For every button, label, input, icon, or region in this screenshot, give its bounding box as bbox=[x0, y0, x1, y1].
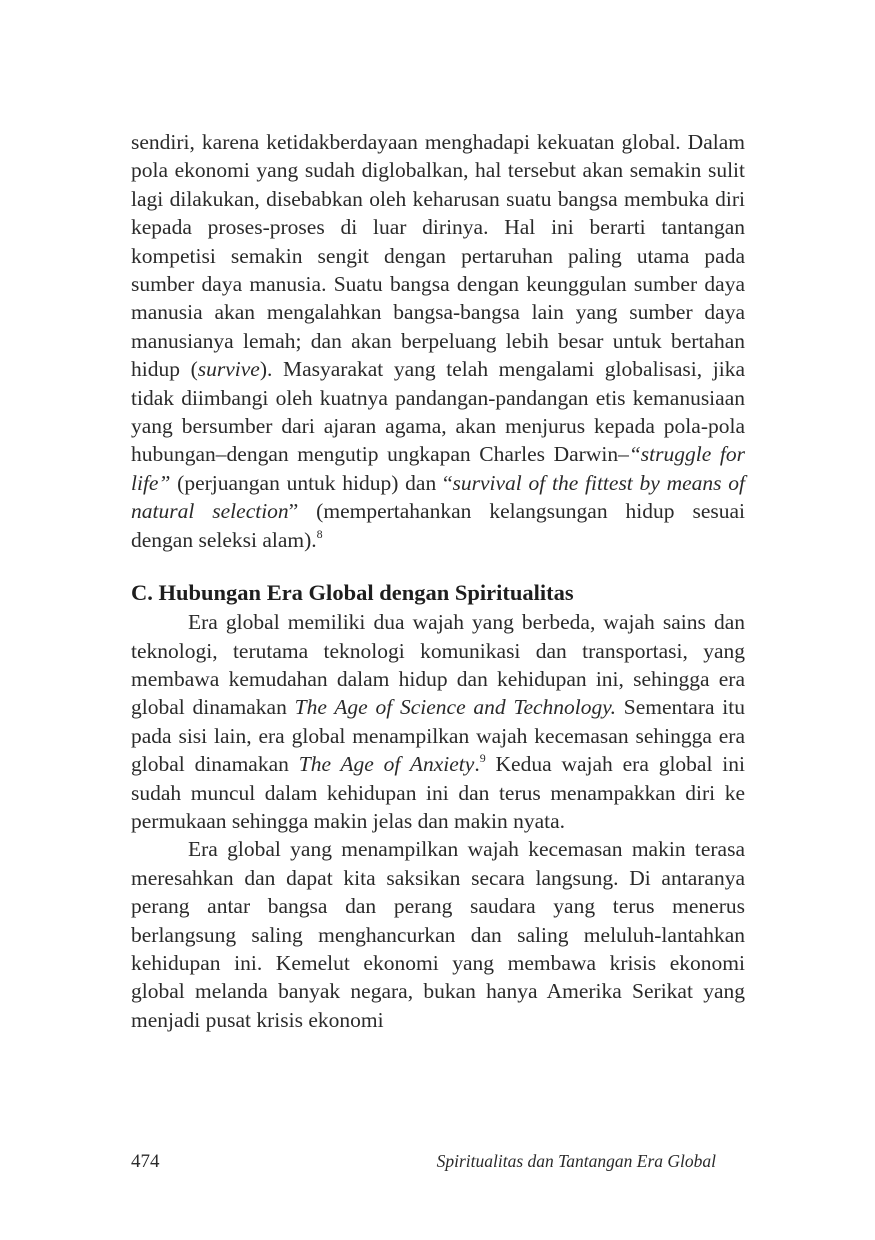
italic-term: survive bbox=[197, 357, 260, 382]
paragraph-globalization bbox=[131, 128, 745, 554]
page-footer bbox=[131, 1151, 716, 1175]
text-run: . bbox=[474, 752, 480, 777]
text-run: ” (mempertahankan kelangsungan hidup sesuai dengan seleksi alam). bbox=[131, 499, 745, 552]
section-heading: C. Hubungan Era Global dengan Spiritualitas bbox=[131, 580, 574, 606]
text-run: Kedua wajah era global ini sudah muncul dalam kehidupan ini dan terus menampakkan diri ke permukaan sehingga makin jelas dan makin nyata. bbox=[131, 752, 745, 833]
running-title: Spiritualitas dan Tantangan Era Global bbox=[436, 1151, 716, 1171]
footnote-marker: 8 bbox=[316, 526, 323, 541]
footnote-marker: 9 bbox=[479, 751, 486, 766]
text-run: (perjuangan untuk hidup) dan “ bbox=[170, 470, 453, 495]
page-number: 474 bbox=[131, 1151, 160, 1172]
text-run: Sementara itu pada sisi lain, era global menampilkan wajah kecemasan sehingga era global dinamakan bbox=[131, 695, 745, 777]
paragraph-two-faces bbox=[131, 608, 745, 835]
italic-term: The Age of Anxiety bbox=[298, 752, 475, 777]
page-body bbox=[131, 128, 745, 1034]
italic-quote: survival of the fittest by means of natural selection bbox=[131, 470, 745, 524]
text-run: sendiri, karena ketidakberdayaan menghadapi kekuatan global. Dalam pola ekonomi yang sudah diglobalkan, hal tersebut akan semakin sulit lagi dilakukan, disebabkan oleh keharusan suatu bangsa membuka diri kepada proses-proses di luar dirinya. Hal ini berarti tantangan kompetisi semakin sengit dengan pertaruhan paling utama pada sumber daya manusia. Suatu bangsa dengan keunggulan sumber daya manusia akan mengalahkan bangsa-bangsa lain yang sumber daya manusianya lemah; dan akan berpeluang lebih besar untuk bertahan hidup ( bbox=[131, 130, 745, 382]
italic-term: The Age of Science and Technology. bbox=[294, 695, 616, 720]
text-run: ). Masyarakat yang telah mengalami globalisasi, jika tidak diimbangi oleh kuatnya pandangan-pandangan etis kemanusiaan yang bersumber dari ajaran agama, akan menjurus kepada pola-pola hubungan–dengan mengutip ungkapan Charles Darwin– bbox=[131, 357, 745, 467]
italic-quote: “struggle for life” bbox=[131, 442, 745, 495]
text-run: Era global memiliki dua wajah yang berbeda, wajah sains dan teknologi, terutama teknologi komunikasi dan transportasi, yang membawa kemudahan dalam hidup dan kehidupan ini, sehingga era global dinamakan bbox=[131, 610, 745, 720]
paragraph-anxiety: Era global yang menampilkan wajah kecemasan makin terasa meresahkan dan dapat kita saksikan secara langsung. Di antaranya perang antar bangsa dan perang saudara yang terus menerus berlangsung saling menghancurkan dan saling meluluh-lantahkan kehidupan ini. Kemelut ekonomi yang membawa krisis ekonomi global melanda banyak negara, bukan hanya Amerika Serikat yang menjadi pusat krisis ekonomi bbox=[131, 837, 745, 1032]
